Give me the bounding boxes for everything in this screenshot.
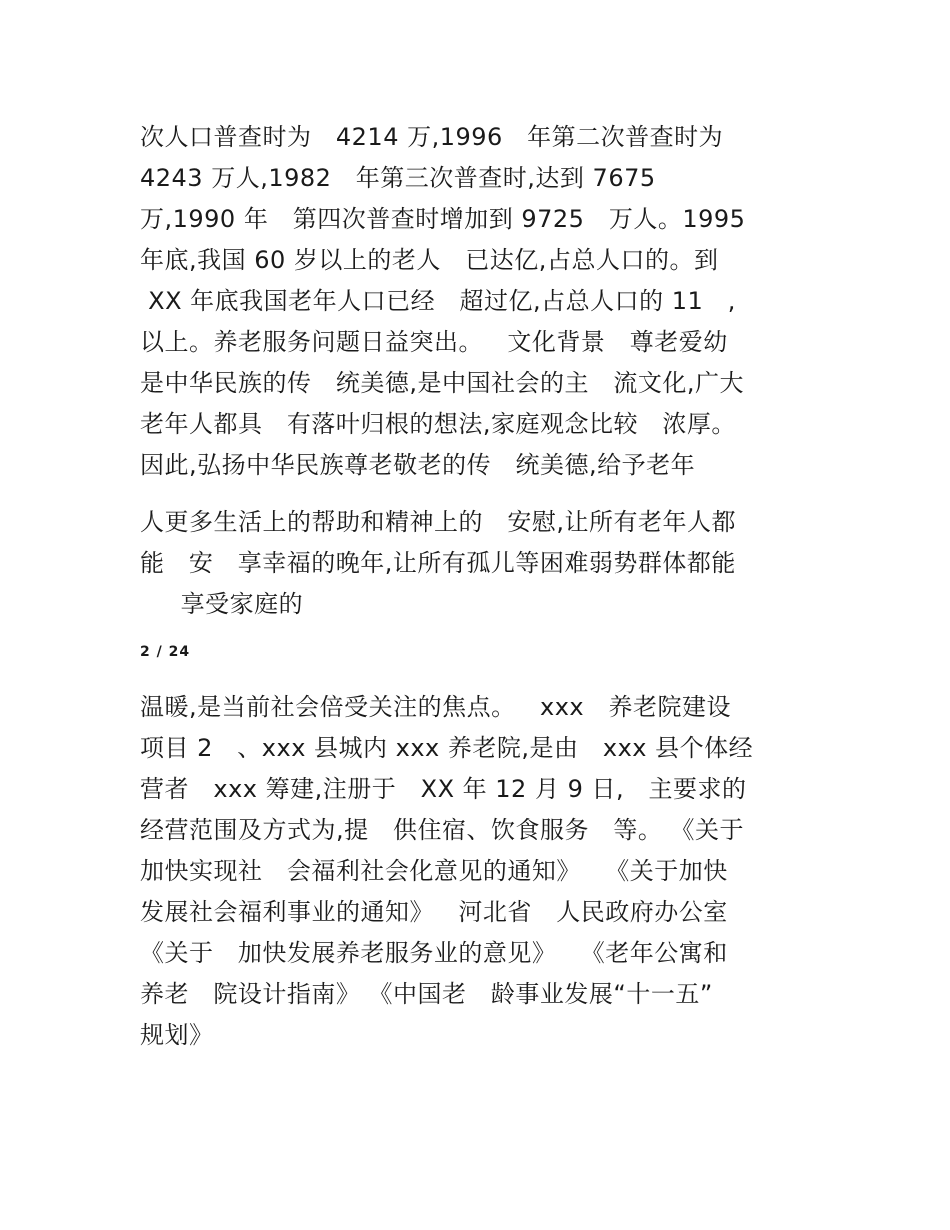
text-line: 能 安 享幸福的晚年,让所有孤儿等困难弱势群体都能	[140, 549, 736, 577]
text-line: 养老 院设计指南》 《中国老 龄事业发展“十一五”	[140, 980, 713, 1008]
text-block-2	[140, 502, 820, 625]
text-block-3	[140, 687, 820, 1056]
text-line: 加快实现社 会福利社会化意见的通知》 《关于加快	[140, 857, 728, 885]
text-line: 以上。养老服务问题日益突出。 文化背景 尊老爱幼	[140, 328, 728, 356]
text-line: 老年人都具 有落叶归根的想法,家庭观念比较 浓厚。	[140, 410, 736, 438]
text-line: 年底,我国 60 岁以上的老人 已达亿,占总人口的。到	[140, 246, 719, 274]
page-number: 2 / 24	[140, 644, 191, 660]
text-line: 规划》	[140, 1021, 214, 1049]
text-line: 是中华民族的传 统美德,是中国社会的主 流文化,广大	[140, 369, 745, 397]
text-line: 经营范围及方式为,提 供住宿、饮食服务 等。 《关于	[140, 816, 745, 844]
text-line: 发展社会福利事业的通知》 河北省 人民政府办公室	[140, 898, 728, 926]
text-line: XX 年底我国老年人口已经 超过亿,占总人口的 11 ,	[140, 287, 736, 315]
text-line: 《关于 加快发展养老服务业的意见》 《老年公寓和	[140, 939, 728, 967]
text-line: 营者 xxx 筹建,注册于 XX 年 12 月 9 日, 主要求的	[140, 775, 747, 803]
text-line: 温暖,是当前社会倍受关注的焦点。 xxx 养老院建设	[140, 693, 732, 721]
text-line: 4243 万人,1982 年第三次普查时,达到 7675	[140, 164, 656, 192]
text-line: 享受家庭的	[140, 590, 304, 618]
text-line: 项目 2 、xxx 县城内 xxx 养老院,是由 xxx 县个体经	[140, 734, 754, 762]
text-line: 人更多生活上的帮助和精神上的 安慰,让所有老年人都	[140, 508, 737, 536]
text-line: 万,1990 年 第四次普查时增加到 9725 万人。1995	[140, 205, 746, 233]
text-block-1	[140, 117, 820, 486]
text-line: 因此,弘扬中华民族尊老敬老的传 统美德,给予老年	[140, 451, 696, 479]
text-line: 次人口普查时为 4214 万,1996 年第二次普查时为	[140, 123, 724, 151]
